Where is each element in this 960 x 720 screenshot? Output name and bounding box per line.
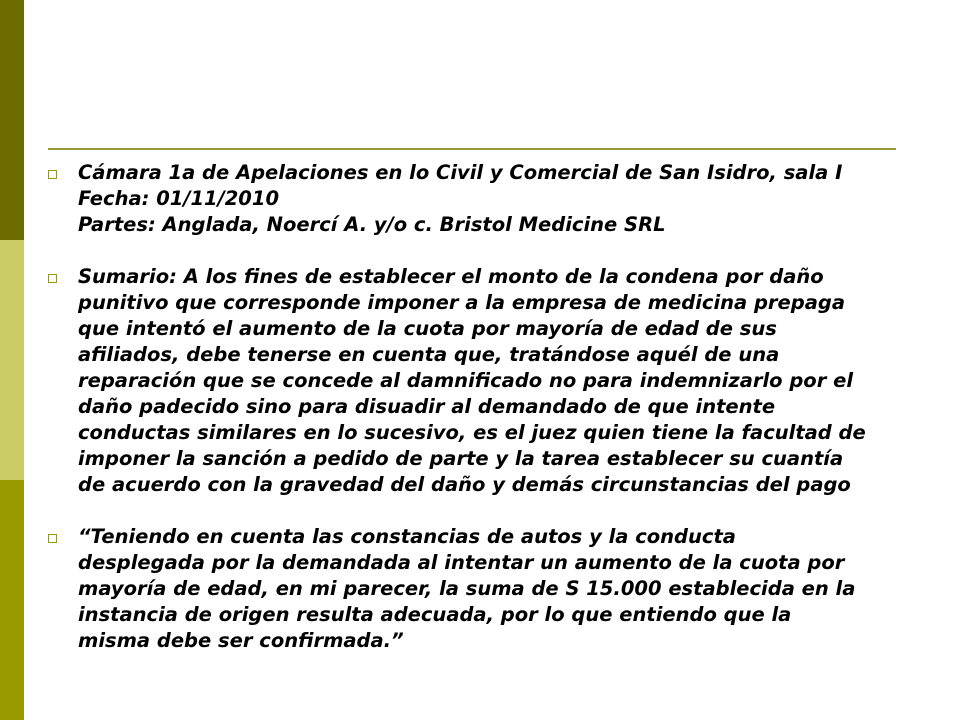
bullet-text-line: “Teniendo en cuenta las constancias de autos y la conducta: [78, 525, 736, 548]
bullet-text-line: misma debe ser confirmada.”: [78, 629, 404, 652]
bullet-text-line: mayoría de edad, en mi parecer, la suma de S 15.000 establecida en la: [78, 577, 856, 600]
bullet-list: [46, 160, 946, 654]
bullet-text-line: daño padecido sino para disuadir al demandado de que intente: [78, 395, 776, 418]
sidebar-accent-bar: [0, 0, 24, 720]
bullet-text-line: desplegada por la demandada al intentar un aumento de la cuota por: [78, 551, 845, 574]
sidebar-segment-top: [0, 0, 24, 240]
bullet-text-line: reparación que se concede al damnificado no para indemnizarlo por el: [78, 369, 854, 392]
square-outline-icon: [48, 534, 57, 543]
bullet-text-line: conductas similares en lo sucesivo, es el juez quien tiene la facultad de: [78, 421, 866, 444]
bullet-text-line: instancia de origen resulta adecuada, por lo que entiendo que la: [78, 603, 792, 626]
bullet-item: [46, 160, 946, 238]
square-outline-icon: [48, 170, 57, 179]
bullet-item: [46, 524, 946, 654]
bullet-text-line: punitivo que corresponde imponer a la empresa de medicina prepaga: [78, 291, 846, 314]
bullet-text-line: Cámara 1a de Apelaciones en lo Civil y Comercial de San Isidro, sala I: [78, 161, 843, 184]
bullet-item: [46, 264, 946, 498]
sidebar-segment-bottom: [0, 480, 24, 720]
sidebar-segment-middle: [0, 240, 24, 480]
bullet-text-line: Fecha: 01/11/2010: [78, 187, 280, 210]
bullet-text-line: que intentó el aumento de la cuota por mayoría de edad de sus: [78, 317, 777, 340]
square-outline-icon: [48, 274, 57, 283]
bullet-text-line: afiliados, debe tenerse en cuenta que, tratándose aquél de una: [78, 343, 780, 366]
title-divider-rule: [48, 148, 896, 150]
bullet-text-line: Partes: Anglada, Noercí A. y/o c. Bristol Medicine SRL: [78, 213, 666, 236]
bullet-text-line: imponer la sanción a pedido de parte y la tarea establecer su cuantía: [78, 447, 844, 470]
bullet-text-line: Sumario: A los fines de establecer el monto de la condena por daño: [78, 265, 824, 288]
bullet-text-line: de acuerdo con la gravedad del daño y demás circunstancias del pago: [78, 473, 851, 496]
